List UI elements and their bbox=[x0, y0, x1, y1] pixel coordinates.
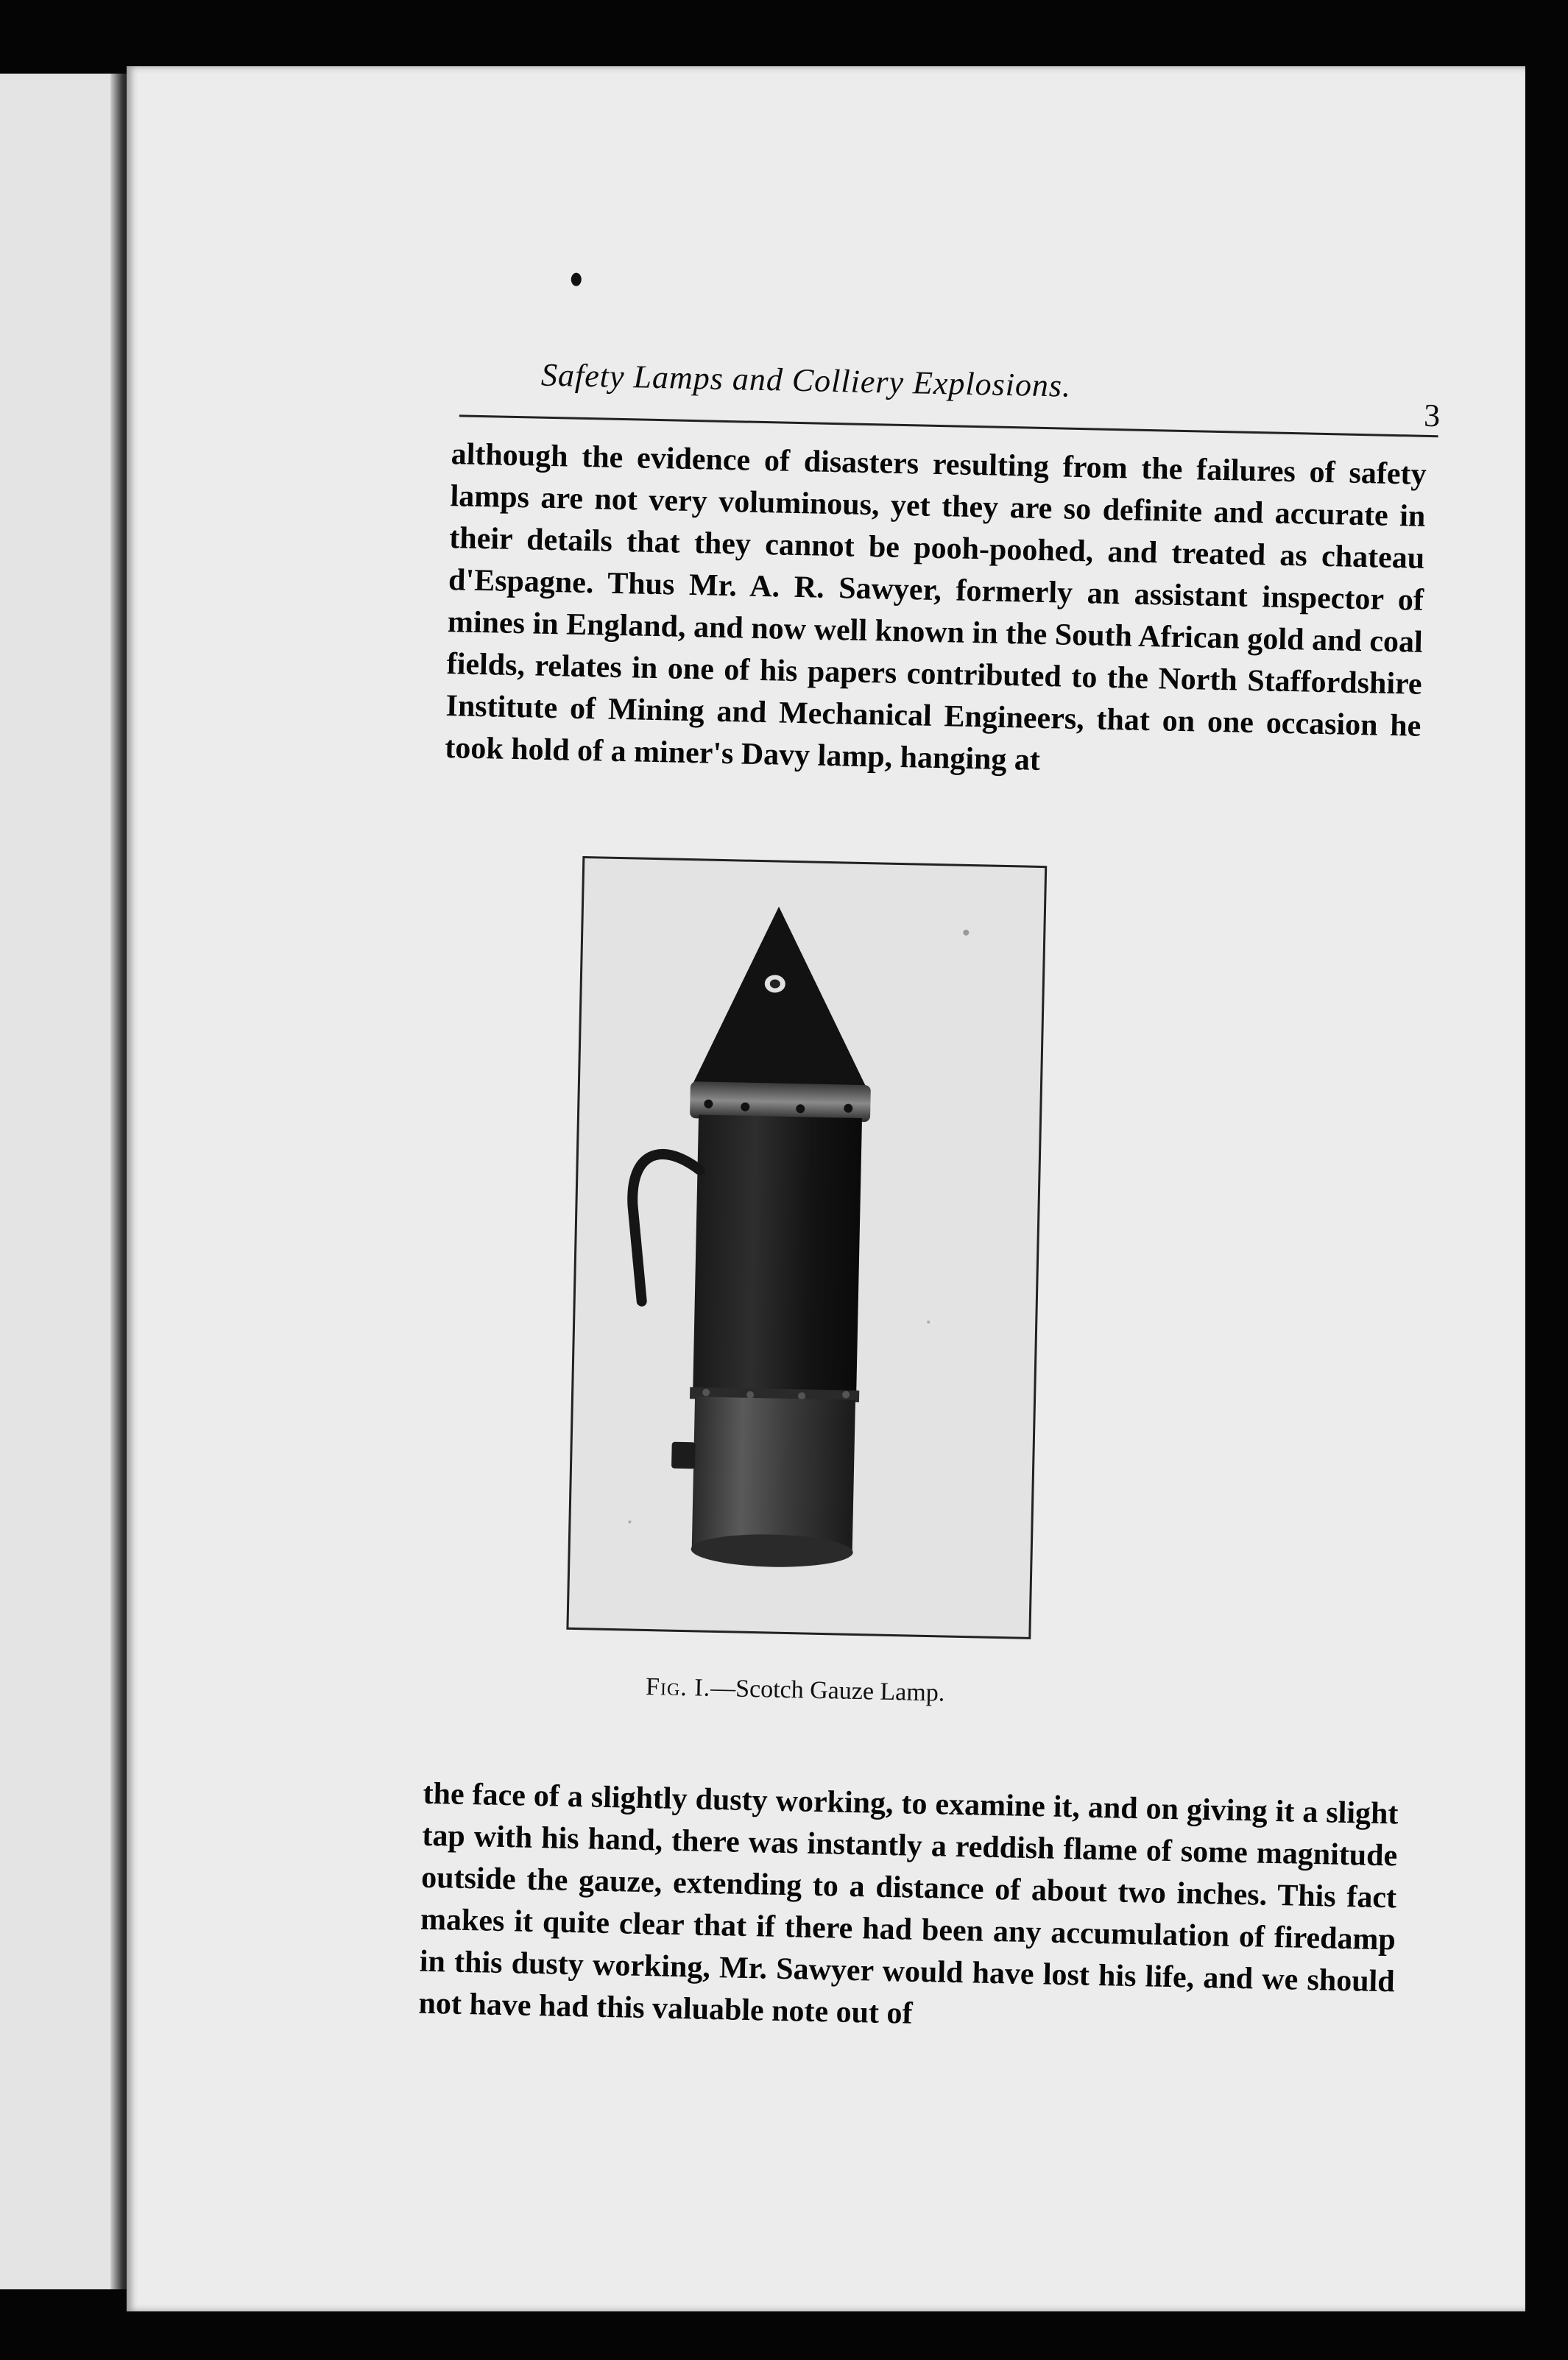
figure-caption-text: —Scotch Gauze Lamp. bbox=[710, 1674, 945, 1707]
adjacent-page-edge bbox=[0, 74, 127, 2289]
ink-speck bbox=[571, 272, 582, 286]
header-rule bbox=[459, 414, 1438, 437]
figure-caption bbox=[565, 1672, 1025, 1709]
page-number: 3 bbox=[1423, 397, 1441, 434]
scotch-gauze-lamp-illustration bbox=[568, 858, 1045, 1637]
body-paragraph-2: the face of a slightly dusty working, to examine it, and on giving it a slight tap with his hand, there was instantly a reddish flame of some magnitude outside the gauze, extending to a distance of about two inches. This fact makes it quite clear that if there had been any accumulation of firedamp in this dusty working, Mr. Sawyer would have lost his life, and we should not have had this valuable note out of bbox=[418, 1776, 1399, 2031]
body-paragraph-1: although the evidence of disasters resulting from the failures of safety lamps are not very voluminous, yet they are so definite and accurate in their details that they cannot be pooh-poohed, and treated as chateau d'Espagne. Thus Mr. A. R. Sawyer, formerly an assistant inspector of mines in England, and now well known in the South African gold and coal fields, relates in one of his papers contributed to the North Staffordshire Institute of Mining and Mechanical Engineers, that on one occasion he took hold of a miner's Davy lamp, hanging at bbox=[444, 437, 1427, 777]
running-head-title: Safety Lamps and Colliery Explosions. bbox=[540, 356, 1072, 404]
figure-caption-label: Fig. I. bbox=[645, 1673, 711, 1702]
figure-lamp-photo bbox=[566, 856, 1047, 1639]
book-page bbox=[127, 66, 1525, 2311]
page-content bbox=[103, 52, 1548, 2325]
